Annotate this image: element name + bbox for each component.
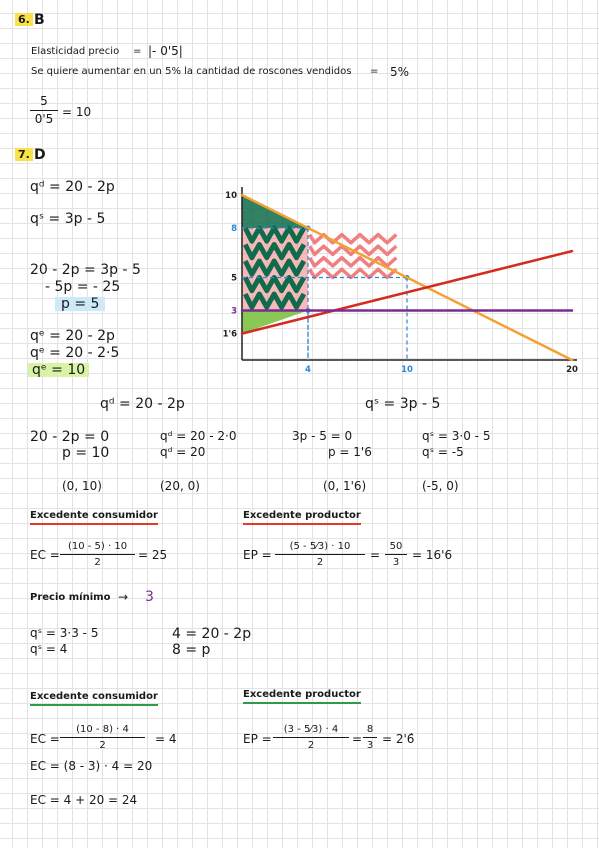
q6-elasticity-value: |- 0'5| xyxy=(148,44,183,58)
d-int-1b: p = 10 xyxy=(62,445,110,461)
pmin-arrow: → xyxy=(118,590,129,604)
x-tick-2: 20 xyxy=(566,365,578,375)
solve-line-1: 20 - 2p = 3p - 5 xyxy=(30,262,141,278)
y-tick-1: 8 xyxy=(231,224,237,234)
d-int-2b: qᵈ = 20 xyxy=(160,445,206,459)
solve-line-3: p = 5 xyxy=(55,297,105,311)
ep-label: EP = xyxy=(243,548,272,562)
q6-frac-top: 5 xyxy=(40,94,48,108)
ep2-eq: = xyxy=(352,732,363,746)
ep-fraction xyxy=(275,541,365,568)
ep2-frac-bot: 2 xyxy=(307,740,315,751)
pm-s1: qˢ = 3·3 - 5 xyxy=(30,626,99,640)
ep-frac-bot: 2 xyxy=(316,557,324,568)
s-int-1a: 3p - 5 = 0 xyxy=(292,429,353,443)
mid-demand: qᵈ = 20 - 2p xyxy=(100,396,185,412)
q6-elasticity-eq: = xyxy=(133,46,142,57)
pm-s2: qˢ = 4 xyxy=(30,642,68,656)
q6-fraction xyxy=(30,95,58,126)
ep-frac2-bot: 3 xyxy=(392,557,400,568)
q6-increase-eq: = xyxy=(370,66,379,77)
ep-mid-eq: = xyxy=(370,548,381,562)
ec2-fraction xyxy=(60,724,145,751)
ec-frac-bot: 2 xyxy=(94,557,101,568)
solve-line-2: - 5p = - 25 xyxy=(45,279,121,295)
pm-d2: 8 = p xyxy=(172,642,211,658)
ec-title: Excedente consumidor xyxy=(30,511,158,525)
ec-fraction xyxy=(60,541,135,568)
ep-frac2-top: 50 xyxy=(389,541,403,552)
y-tick-3: 3 xyxy=(231,306,237,317)
q6-result: = 10 xyxy=(62,105,92,119)
scribble-pink-3 xyxy=(310,269,397,277)
ep2-frac-top: (3 - 5⁄3) · 4 xyxy=(283,724,339,735)
ep2-f2-top: 8 xyxy=(366,724,374,735)
q6-elasticity-label: Elasticidad precio xyxy=(31,46,120,57)
q6-increase-text: Se quiere aumentar en un 5% la cantidad de roscones vendidos xyxy=(31,66,352,77)
demand-eq: qᵈ = 20 - 2p xyxy=(30,179,115,195)
surplus-shading xyxy=(242,195,396,334)
ep2-title: Excedente productor xyxy=(243,690,361,704)
ep2-result: = 2'6̂ xyxy=(382,732,415,746)
ec2-frac-bot: 2 xyxy=(99,740,106,751)
q6-number: 6. xyxy=(15,13,33,26)
point-3: (0, 1'6) xyxy=(323,479,367,493)
q6-answer: B xyxy=(34,12,45,28)
ec-frac-top: (10 - 5) · 10 xyxy=(67,541,128,552)
ec3-line: EC = (8 - 3) · 4 = 20 xyxy=(30,759,153,773)
y-tick-4: 1'6 xyxy=(222,329,237,340)
q7-answer: D xyxy=(34,147,46,163)
ec2-frac-top: (10 - 8) · 4 xyxy=(76,724,129,735)
pmin-label: Precio mínimo xyxy=(30,592,111,603)
mid-supply: qˢ = 3p - 5 xyxy=(365,396,441,412)
q6-frac-bot: 0'5 xyxy=(34,112,54,127)
ec2-title: Excedente consumidor xyxy=(30,692,158,706)
point-4: (-5, 0) xyxy=(422,479,459,493)
d-int-2a: qᵈ = 20 - 2·0 xyxy=(160,429,237,443)
supply-demand-chart xyxy=(220,180,595,380)
ep-result: = 16'6 xyxy=(412,548,453,562)
y-tick-2: 5 xyxy=(231,273,237,284)
point-2: (20, 0) xyxy=(160,479,200,493)
s-int-2b: qˢ = -5 xyxy=(422,445,464,459)
ep2-label: EP = xyxy=(243,732,272,746)
ep-frac-top: (5 - 5⁄3) · 10 xyxy=(289,541,351,552)
ec-label: EC = xyxy=(30,548,60,562)
supply-eq: qˢ = 3p - 5 xyxy=(30,211,106,227)
pmin-value: 3 xyxy=(145,589,154,605)
ec2-label: EC = xyxy=(30,732,60,746)
x-tick-0: 4 xyxy=(305,365,311,375)
qe-line-2: qᵉ = 20 - 2·5 xyxy=(30,345,120,361)
ep-fraction-2 xyxy=(385,541,407,568)
d-int-1a: 20 - 2p = 0 xyxy=(30,429,110,445)
s-int-1b: p = 1'6 xyxy=(328,445,372,459)
q7-number: 7. xyxy=(15,148,33,161)
qe-line-3: qᵉ = 10 xyxy=(28,363,89,377)
ep2-fraction-2 xyxy=(363,724,377,751)
s-int-2a: qˢ = 3·0 - 5 xyxy=(422,429,491,443)
pm-d1: 4 = 20 - 2p xyxy=(172,626,252,642)
ec4-line: EC = 4 + 20 = 24 xyxy=(30,793,138,807)
ec-result: = 25 xyxy=(138,548,168,562)
ec2-result: = 4 xyxy=(155,732,177,746)
point-1: (0, 10) xyxy=(62,479,102,493)
qe-line-1: qᵉ = 20 - 2p xyxy=(30,328,115,344)
q6-increase-value: 5% xyxy=(390,65,410,79)
ep2-fraction xyxy=(273,724,349,751)
x-tick-1: 10 xyxy=(401,365,413,375)
ep-title: Excedente productor xyxy=(243,511,361,525)
y-tick-0: 10 xyxy=(225,191,237,201)
ep2-f2-bot: 3 xyxy=(366,740,374,751)
